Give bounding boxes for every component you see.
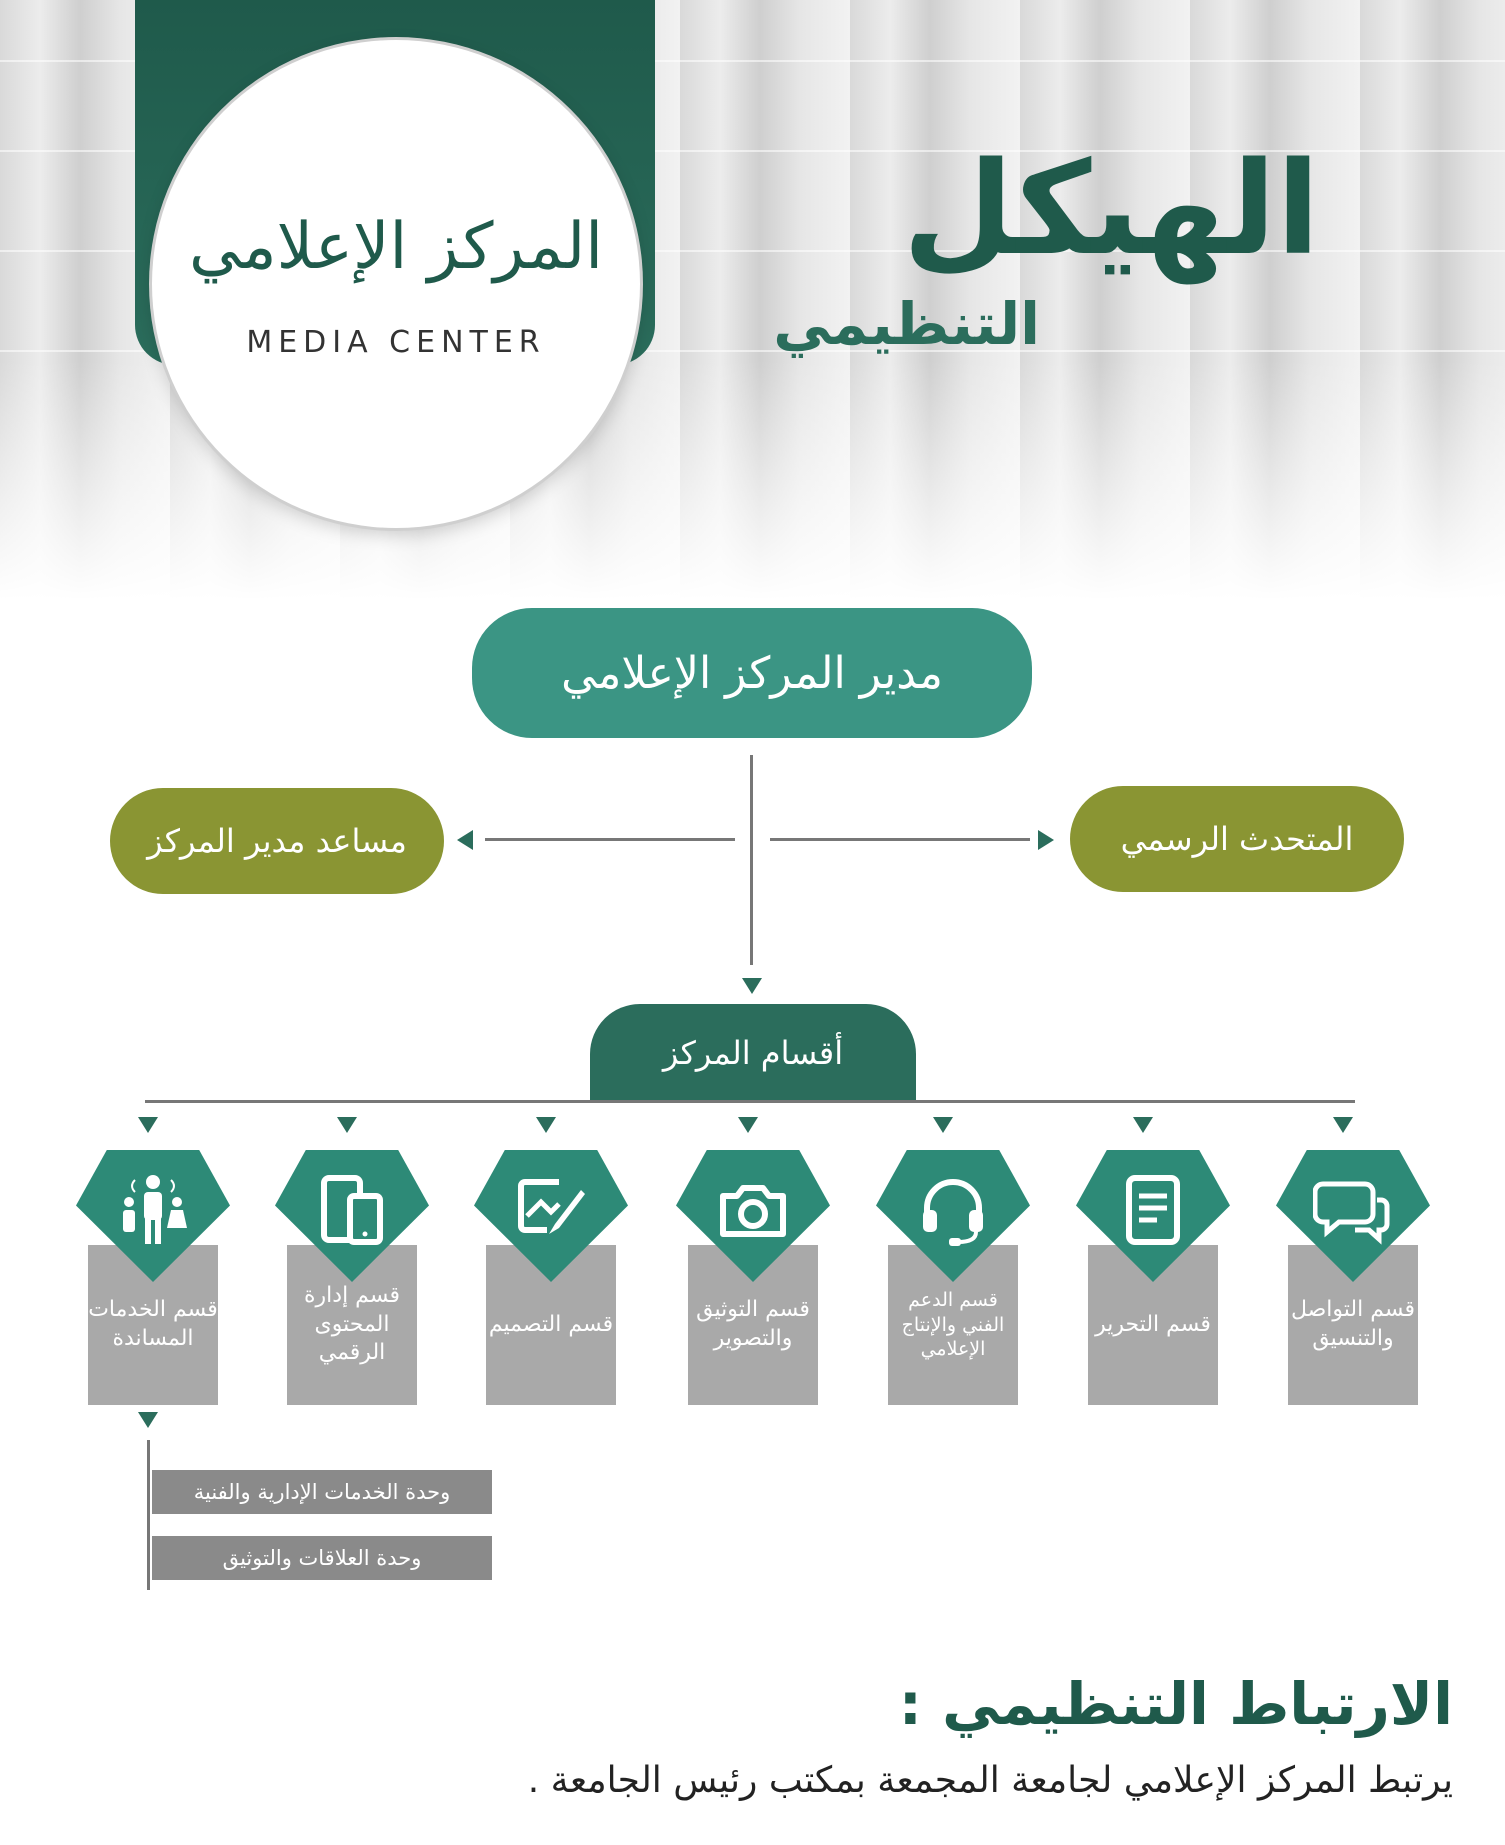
- arrow-down-icon: [337, 1117, 357, 1133]
- spokesperson-node: المتحدث الرسمي: [1070, 786, 1404, 892]
- arrow-down-icon: [138, 1117, 158, 1133]
- department-label: قسم التصميم: [486, 1245, 616, 1405]
- department-card-tech-support: [888, 1150, 1018, 1405]
- connector-left: [485, 838, 735, 841]
- unit-relations-documentation: وحدة العلاقات والتوثيق: [152, 1536, 492, 1580]
- arrow-down-icon: [138, 1412, 158, 1428]
- organizational-link-text: يرتبط المركز الإعلامي لجامعة المجمعة بمكتب رئيس الجامعة .: [527, 1760, 1453, 1801]
- department-card-digital-content: [287, 1150, 417, 1405]
- department-card-documentation: [688, 1150, 818, 1405]
- assistant-director-node: مساعد مدير المركز: [110, 788, 444, 894]
- departments-bus-line: [145, 1100, 1355, 1103]
- department-label: قسم التحرير: [1088, 1245, 1218, 1405]
- arrow-down-icon: [738, 1117, 758, 1133]
- units-connector-line: [147, 1440, 150, 1590]
- unit-admin-technical-services: وحدة الخدمات الإدارية والفنية: [152, 1470, 492, 1514]
- department-card-support-services: [88, 1150, 218, 1405]
- director-node: مدير المركز الإعلامي: [472, 608, 1032, 738]
- arrow-down-icon: [1133, 1117, 1153, 1133]
- media-center-logo: [152, 40, 640, 528]
- organizational-link-title: الارتباط التنظيمي :: [898, 1670, 1453, 1738]
- page-title: الهيكل: [902, 135, 1320, 284]
- department-card-editing: [1088, 1150, 1218, 1405]
- logo-arabic-text: المركز الإعلامي: [189, 210, 603, 284]
- department-label: قسم التوثيق والتصوير: [688, 1245, 818, 1405]
- department-card-communication: [1288, 1150, 1418, 1405]
- page-subtitle: التنظيمي: [773, 290, 1040, 358]
- connector-right: [770, 838, 1030, 841]
- connector-vertical: [750, 755, 753, 965]
- arrow-down-icon: [1333, 1117, 1353, 1133]
- arrow-down-icon: [933, 1117, 953, 1133]
- department-label: قسم الخدمات المساندة: [88, 1245, 218, 1405]
- logo-english-text: MEDIA CENTER: [246, 325, 546, 360]
- department-label: قسم إدارة المحتوى الرقمي: [287, 1245, 417, 1405]
- arrow-down-icon: [742, 978, 762, 994]
- departments-node: أقسام المركز: [590, 1004, 916, 1102]
- arrow-down-icon: [536, 1117, 556, 1133]
- arrow-left-icon: [457, 830, 473, 850]
- department-label: قسم الدعم الفني والإنتاج الإعلامي: [888, 1245, 1018, 1405]
- department-label: قسم التواصل والتنسيق: [1288, 1245, 1418, 1405]
- arrow-right-icon: [1038, 830, 1054, 850]
- department-card-design: [486, 1150, 616, 1405]
